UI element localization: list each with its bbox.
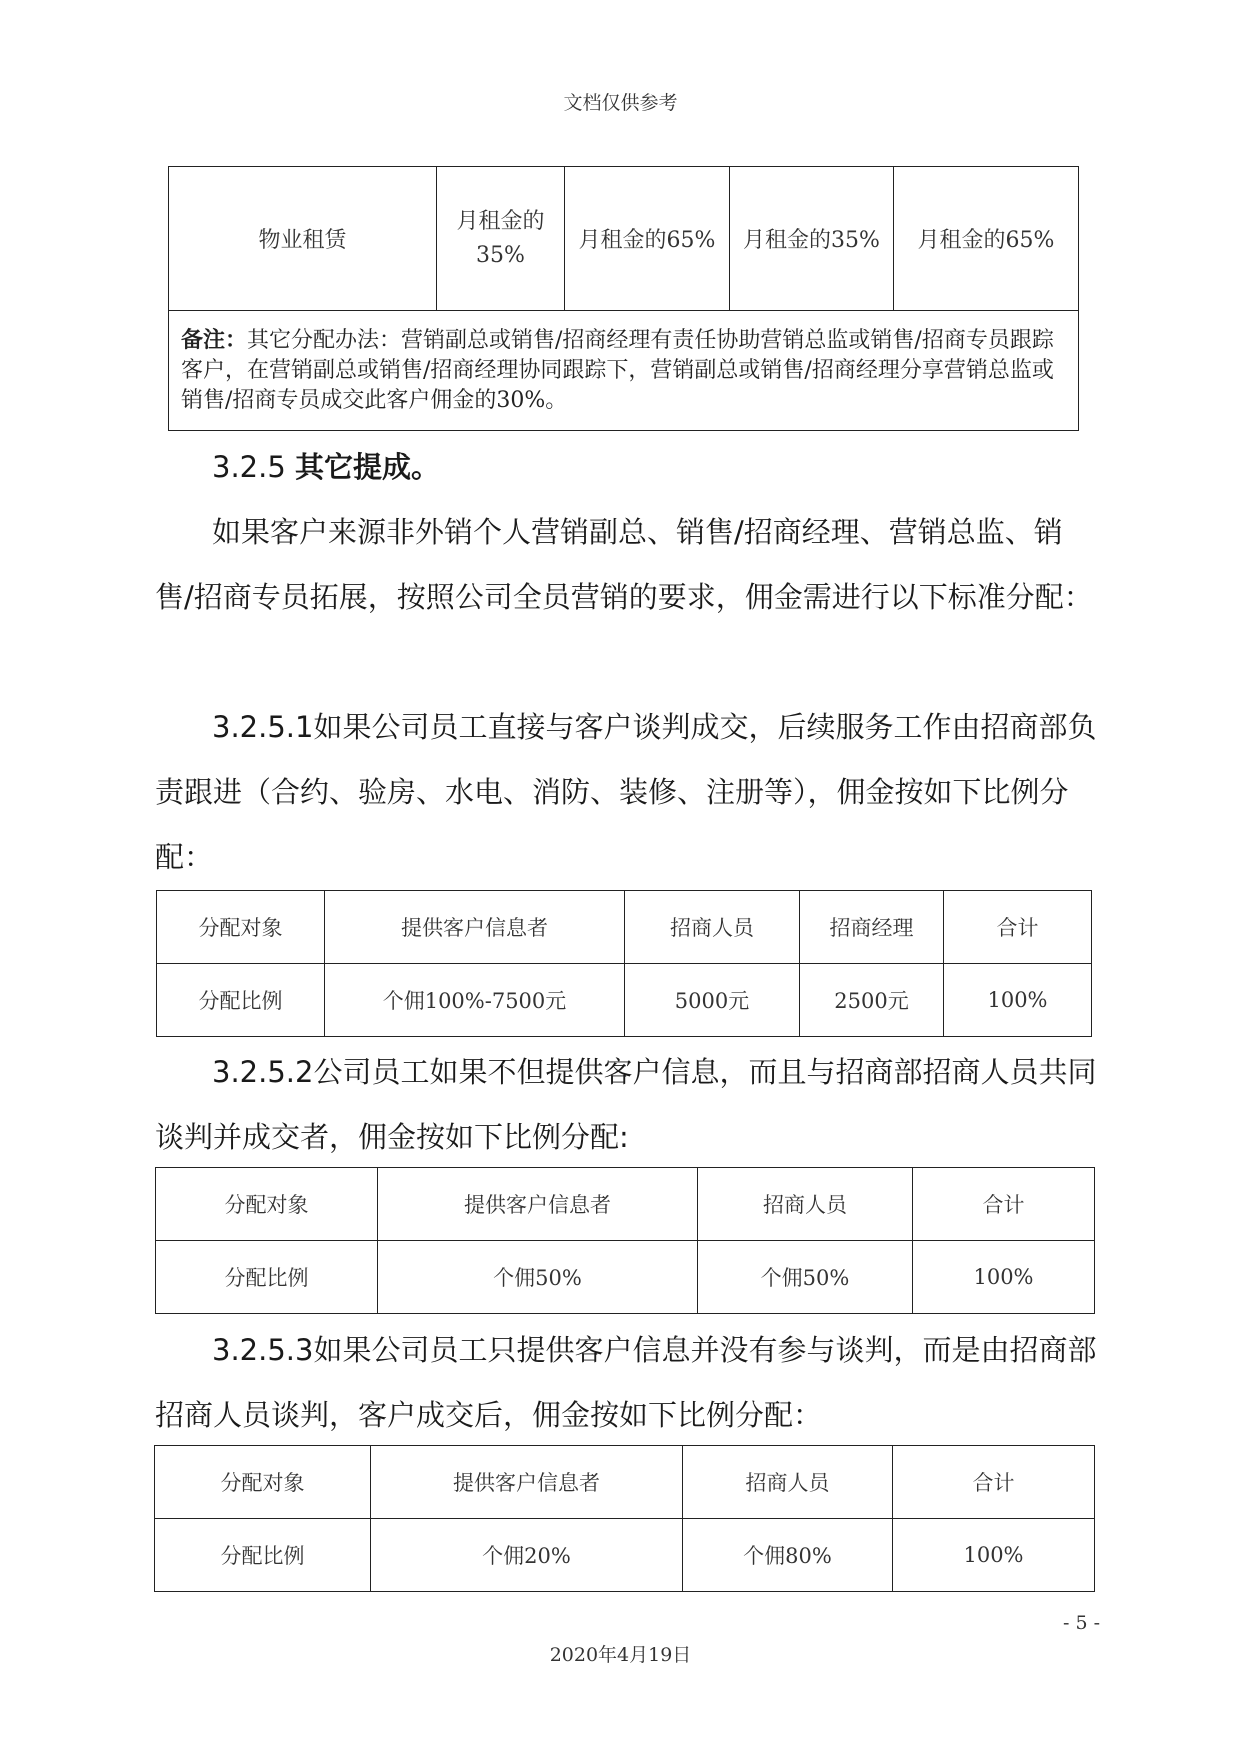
table-row — [157, 891, 1092, 964]
table-cell: 个佣20% — [371, 1519, 683, 1592]
table-row — [156, 1241, 1095, 1314]
table-cell: 个佣100%-7500元 — [325, 964, 625, 1037]
table-cell: 物业租赁 — [169, 167, 437, 311]
table-cell: 月租金的35% — [437, 167, 565, 311]
page-number: - 5 - — [1062, 1612, 1100, 1634]
table-header-cell: 提供客户信息者 — [378, 1168, 698, 1241]
paragraph-3-2-5-1: 3.2.5.1如果公司员工直接与客户谈判成交，后续服务工作由招商部负责跟进（合约、验房、水电、消防、装修、注册等），佣金按如下比例分配： — [155, 710, 1097, 874]
paragraph-3-2-5-3: 3.2.5.3如果公司员工只提供客户信息并没有参与谈判，而是由招商部招商人员谈判，客户成交后，佣金按如下比例分配： — [155, 1333, 1097, 1432]
table-row — [155, 1446, 1095, 1519]
table-cell: 100% — [913, 1241, 1095, 1314]
table-cell: 月租金的65% — [894, 167, 1079, 311]
table-header-cell: 提供客户信息者 — [371, 1446, 683, 1519]
table-cell: 100% — [893, 1519, 1095, 1592]
table-header-cell: 合计 — [913, 1168, 1095, 1241]
table-cell: 月租金的65% — [565, 167, 730, 311]
table-header-cell: 招商人员 — [698, 1168, 913, 1241]
section-heading — [212, 445, 440, 486]
table-header-cell: 分配对象 — [155, 1446, 371, 1519]
section-number: 3.2.5 — [212, 450, 286, 484]
table-cell: 个佣50% — [378, 1241, 698, 1314]
commission-table-top — [168, 166, 1079, 431]
table-cell: 100% — [944, 964, 1092, 1037]
paragraph-3-2-5-2: 3.2.5.2公司员工如果不但提供客户信息，而且与招商部招商人员共同谈判并成交者，佣金按如下比例分配: — [155, 1055, 1097, 1154]
allocation-table-1 — [156, 890, 1092, 1037]
table-cell: 月租金的35% — [730, 167, 894, 311]
table-row — [155, 1519, 1095, 1592]
table-cell: 分配比例 — [155, 1519, 371, 1592]
allocation-table-2 — [155, 1167, 1095, 1314]
table-cell: 分配比例 — [156, 1241, 378, 1314]
table-note — [169, 311, 1079, 431]
table-row — [169, 311, 1079, 431]
page-header: 文档仅供参考 — [563, 92, 678, 114]
table-header-cell: 分配对象 — [156, 1168, 378, 1241]
table-header-cell: 招商经理 — [800, 891, 944, 964]
table-cell: 2500元 — [800, 964, 944, 1037]
table-header-cell: 提供客户信息者 — [325, 891, 625, 964]
table-header-cell: 分配对象 — [157, 891, 325, 964]
section-title: 其它提成。 — [295, 450, 441, 484]
table-cell: 5000元 — [625, 964, 800, 1037]
table-header-cell: 招商人员 — [625, 891, 800, 964]
table-cell: 个佣80% — [683, 1519, 893, 1592]
table-header-cell: 合计 — [944, 891, 1092, 964]
table-row — [157, 964, 1092, 1037]
allocation-table-3 — [154, 1445, 1095, 1592]
note-label: 备注： — [181, 327, 248, 353]
table-header-cell: 合计 — [893, 1446, 1095, 1519]
table-cell: 分配比例 — [157, 964, 325, 1037]
table-row — [156, 1168, 1095, 1241]
table-row — [169, 167, 1079, 311]
footer-date: 2020年4月19日 — [549, 1644, 692, 1666]
table-cell: 个佣50% — [698, 1241, 913, 1314]
paragraph-intro: 如果客户来源非外销个人营销副总、销售/招商经理、营销总监、销售/招商专员拓展，按照公司全员营销的要求，佣金需进行以下标准分配： — [155, 515, 1093, 614]
table-header-cell: 招商人员 — [683, 1446, 893, 1519]
note-text: 其它分配办法：营销副总或销售/招商经理有责任协助营销总监或销售/招商专员跟踪客户，在营销副总或销售/招商经理协同跟踪下，营销副总或销售/招商经理分享营销总监或销售/招商专员成交此客户佣金的30%。 — [181, 328, 1054, 413]
